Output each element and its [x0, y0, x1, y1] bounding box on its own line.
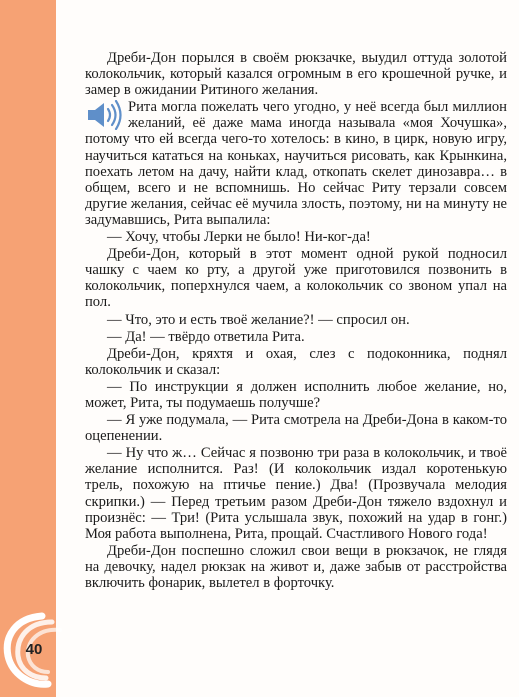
- page-number: 40: [25, 641, 43, 658]
- side-color-band: [0, 0, 56, 697]
- paragraph-11: Дреби-Дон поспешно сложил свои вещи в рюкзачок, не глядя на девочку, надел рюкзак на живот и, даже забыв от расстройства включить фонарик, вылетел в форточку.: [85, 542, 507, 591]
- paragraph-8: — По инструкции я должен исполнить любое желание, но, может, Рита, ты подумаешь получше?: [85, 378, 507, 411]
- story-text: [85, 50, 507, 592]
- paragraph-7: Дреби-Дон, кряхтя и охая, слез с подоконника, поднял колокольчик и сказал:: [85, 345, 507, 378]
- paragraph-4: Дреби-Дон, который в этот момент одной рукой подносил чашку с чаем ко рту, а другой уже приготовился позвонить в колокольчик, поперхнулся чаем, а колокольчик со звоном упал на пол.: [85, 246, 507, 311]
- paragraph-5: — Что, это и есть твоё желание?! — спросил он.: [107, 311, 410, 328]
- paragraph-2-text: Рита могла пожелать чего угодно, у неё всегда был миллион желаний, её даже мама иногда называла «моя Хочушка», потому что ей всегда чего-то хотелось: в кино, в цирк, новую игру, научиться кататься на коньках, научиться рисовать, как Крынкина, поехать летом на дачу, найти клад, откопать скелет динозавра… в общем, всего и не вспомнишь. Но сейчас Риту терзали совсем другие желания, сейчас её мучила злость, поэтому, ни на минуту не задумавшись, Рита выпалила:: [85, 99, 507, 228]
- paragraph-1: Дреби-Дон порылся в своём рюкзачке, выудил оттуда золотой колокольчик, который казался огромным в его крошечной ручке, и замер в ожидании Ритиного желания.: [85, 50, 507, 99]
- paragraph-6: — Да! — твёрдо ответила Рита.: [107, 328, 305, 345]
- speaker-icon[interactable]: [82, 100, 124, 130]
- paragraph-10: — Ну что ж… Сейчас я позвоню три раза в колокольчик, и твоё желание исполнится. Раз! (И колокольчик издал коротенькую трель, похожую на птичье пение.) Два! (Прозвучала мелодия скрипки.) — Перед третьим разом Дреби-Дон тяжело вздохнул и произнёс: — Три! (Рита услышала звук, похожий на удар в гонг.) Моя работа выполнена, Рита, прощай. Счастливого Нового года!: [85, 445, 507, 542]
- paragraph-3: — Хочу, чтобы Лерки не было! Ни-ког-да!: [107, 229, 371, 246]
- paragraph-9: — Я уже подумала, — Рита смотрела на Дреби-Дона в каком-то оцепенении.: [85, 412, 507, 445]
- paragraph-2: [85, 99, 507, 228]
